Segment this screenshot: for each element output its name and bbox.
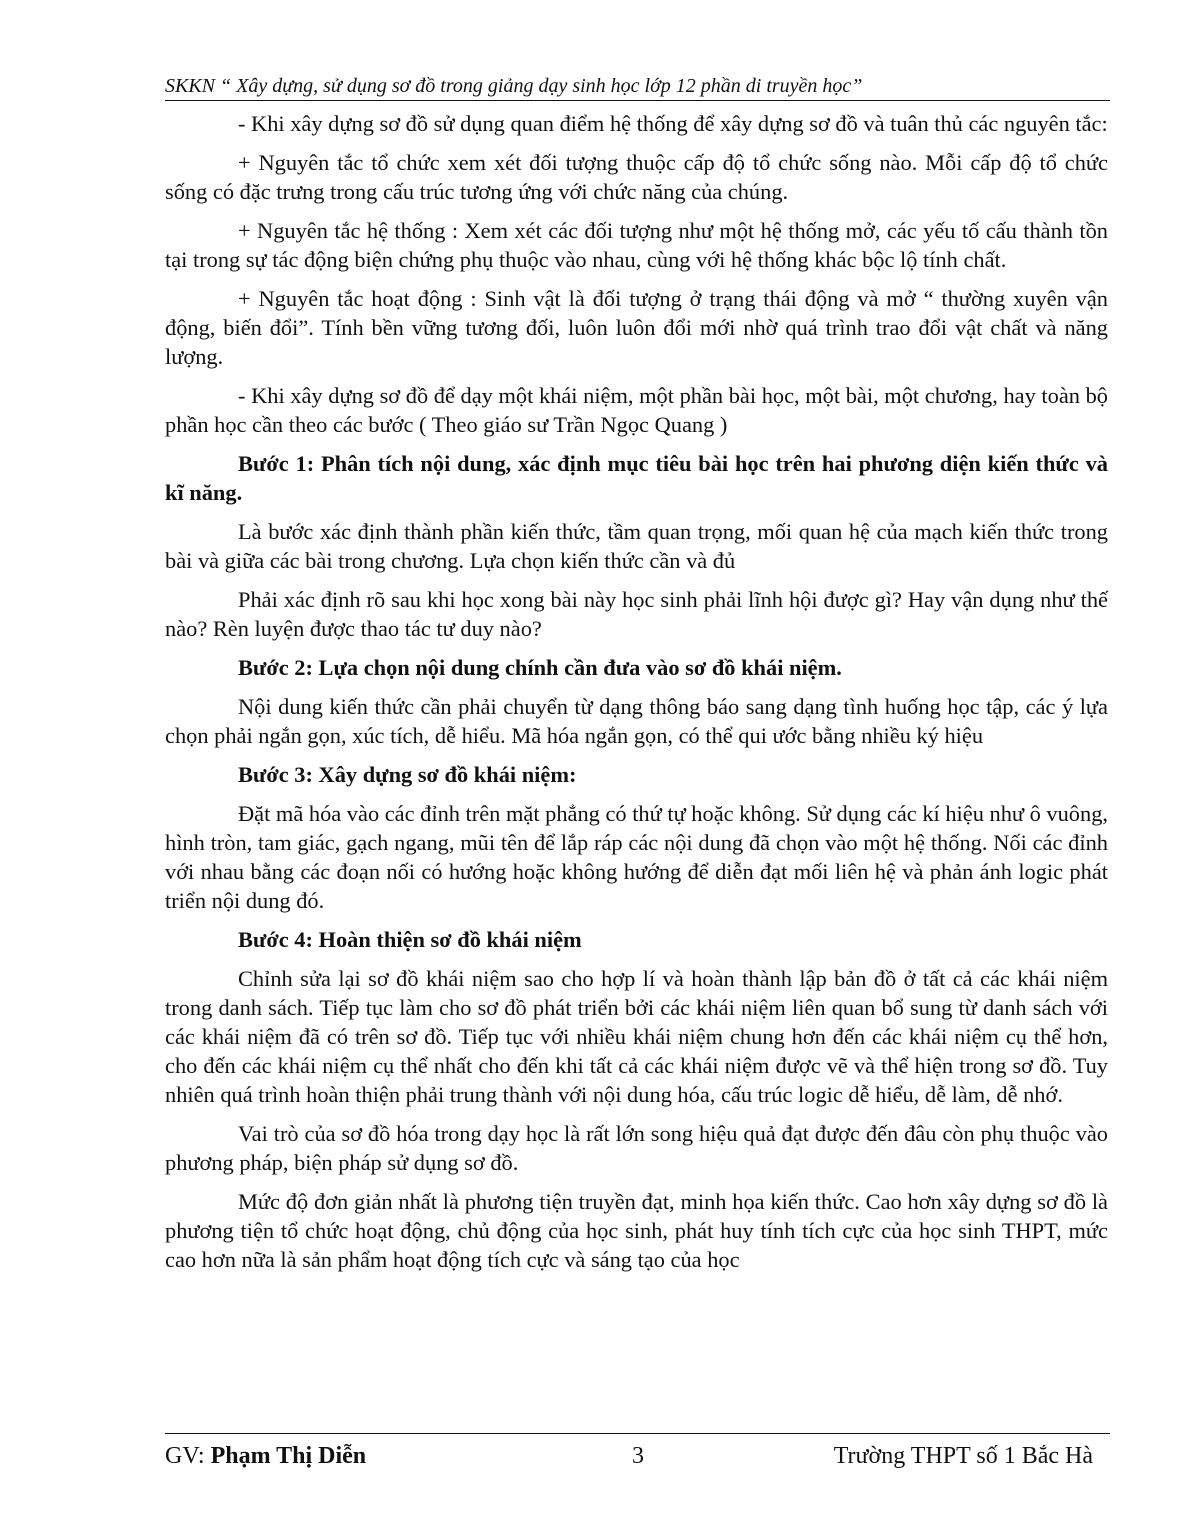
step-heading-1: Bước 1: Phân tích nội dung, xác định mục tiêu bài học trên hai phương diện kiến thức và kĩ năng. [165, 451, 1108, 505]
footer-school: Trường THPT số 1 Bắc Hà [833, 1443, 1093, 1469]
step-heading-3: Bước 3: Xây dựng sơ đồ khái niệm: [238, 762, 577, 787]
footer-teacher [165, 1440, 366, 1472]
step-heading-2: Bước 2: Lựa chọn nội dung chính cần đưa vào sơ đồ khái niệm. [238, 655, 842, 680]
footer-divider [165, 1433, 1110, 1434]
paragraph: Chỉnh sửa lại sơ đồ khái niệm sao cho hợp lí và hoàn thành lập bản đồ ở tất cả các khái niệm trong danh sách. Tiếp tục làm cho sơ đồ phát triển bởi các khái niệm liên quan bổ sung từ danh sách với các khái niệm đã có trên sơ đồ. Tiếp tục với nhiều khái niệm chung hơn đến các khái niệm cụ thể hơn, cho đến các khái niệm cụ thể nhất cho đến khi tất cả các khái niệm được vẽ và thể hiện trong sơ đồ. Tuy nhiên quá trình hoàn thiện phải trung thành với nội dung hóa, cấu trúc logic dễ hiểu, dễ làm, dễ nhớ. [165, 966, 1108, 1107]
paragraph: Đặt mã hóa vào các đỉnh trên mặt phẳng có thứ tự hoặc không. Sử dụng các kí hiệu như ô vuông, hình tròn, tam giác, gạch ngang, mũi tên để lắp ráp các nội dung đã chọn vào một hệ thống. Nối các đỉnh với nhau bằng các đoạn nối có hướng hoặc không hướng để diễn đạt mối liên hệ và phản ánh logic phát triển nội dung đó. [165, 801, 1108, 913]
paragraph: Là bước xác định thành phần kiến thức, tầm quan trọng, mối quan hệ của mạch kiến thức trong bài và giữa các bài trong chương. Lựa chọn kiến thức cần và đủ [165, 519, 1108, 573]
paragraph: Nội dung kiến thức cần phải chuyển từ dạng thông báo sang dạng tình huống học tập, các ý lựa chọn phải ngắn gọn, xúc tích, dễ hiểu. Mã hóa ngắn gọn, có thể qui ước bằng nhiều ký hiệu [165, 694, 1108, 748]
document-body [165, 109, 1108, 1284]
header-divider [165, 100, 1110, 101]
teacher-prefix: GV: [165, 1443, 211, 1469]
step-heading-4: Bước 4: Hoàn thiện sơ đồ khái niệm [238, 927, 582, 952]
teacher-name: Phạm Thị Diễn [210, 1443, 367, 1469]
paragraph: + Nguyên tắc hoạt động : Sinh vật là đối tượng ở trạng thái động và mở “ thường xuyên vận động, biến đổi”. Tính bền vững tương đối, luôn luôn đổi mới nhờ quá trình trao đổi vật chất và năng lượng. [165, 286, 1108, 369]
paragraph: Phải xác định rõ sau khi học xong bài này học sinh phải lĩnh hội được gì? Hay vận dụng như thế nào? Rèn luyện được thao tác tư duy nào? [165, 587, 1108, 641]
paragraph: - Khi xây dựng sơ đồ để dạy một khái niệm, một phần bài học, một bài, một chương, hay toàn bộ phần học cần theo các bước ( Theo giáo sư Trần Ngọc Quang ) [165, 383, 1108, 437]
paragraph: Mức độ đơn giản nhất là phương tiện truyền đạt, minh họa kiến thức. Cao hơn xây dựng sơ đồ là phương tiện tổ chức hoạt động, chủ động của học sinh, phát huy tính tích cực của học sinh THPT, mức cao hơn nữa là sản phẩm hoạt động tích cực và sáng tạo của học [165, 1189, 1108, 1272]
paragraph: - Khi xây dựng sơ đồ sử dụng quan điểm hệ thống để xây dựng sơ đồ và tuân thủ các nguyên tắc: [238, 111, 1108, 136]
paragraph: Vai trò của sơ đồ hóa trong dạy học là rất lớn song hiệu quả đạt được đến đâu còn phụ thuộc vào phương pháp, biện pháp sử dụng sơ đồ. [165, 1121, 1108, 1175]
page-number: 3 [632, 1443, 644, 1469]
page-footer [165, 1440, 1110, 1474]
paragraph: + Nguyên tắc hệ thống : Xem xét các đối tượng như một hệ thống mở, các yếu tố cấu thành tồn tại trong sự tác động biện chứng phụ thuộc vào nhau, cùng với hệ thống khác bộc lộ tính chất. [165, 218, 1108, 272]
page-header: SKKN “ Xây dựng, sử dụng sơ đồ trong giảng dạy sinh học lớp 12 phần di truyền học” [165, 75, 863, 97]
paragraph: + Nguyên tắc tổ chức xem xét đối tượng thuộc cấp độ tổ chức sống nào. Mỗi cấp độ tổ chức sống có đặc trưng trong cấu trúc tương ứng với chức năng của chúng. [165, 150, 1108, 204]
